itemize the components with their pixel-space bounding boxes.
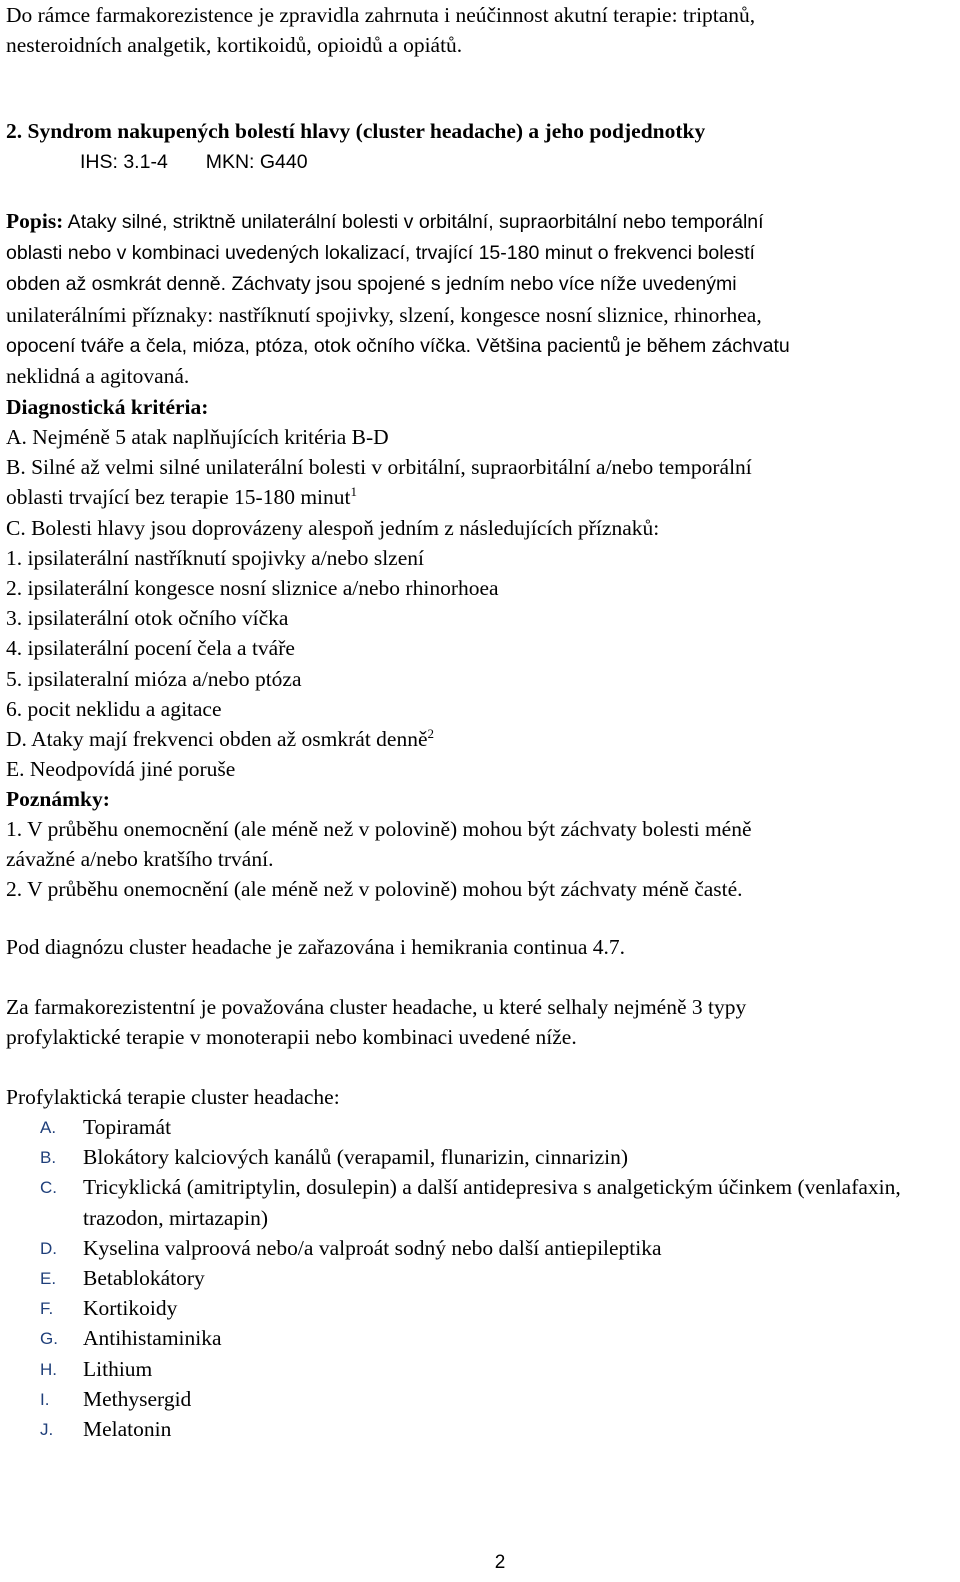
- item-letter: A.: [40, 1118, 57, 1137]
- item-text: Melatonin: [83, 1417, 172, 1442]
- therapy-item: [40, 1142, 960, 1172]
- criteria-block: [6, 422, 956, 784]
- item-text: Topiramát: [83, 1115, 172, 1139]
- criterion-a: A. Nejméně 5 atak naplňujících kritéria B-D: [6, 425, 389, 449]
- symptom-item: 2. ipsilaterální kongesce nosní sliznice a/nebo rhinorhoea: [6, 576, 499, 601]
- hemikrania-paragraph: Pod diagnózu cluster headache je zařazována i hemikrania continua 4.7.: [6, 935, 626, 959]
- criterion-b-line-2: oblasti trvající bez terapie 15-180 minut: [6, 485, 351, 510]
- criterion-e: E. Neodpovídá jiné poruše: [6, 757, 236, 782]
- notes-heading: Poznámky:: [6, 787, 110, 811]
- therapy-item: [40, 1384, 960, 1414]
- intro-paragraph: [6, 0, 956, 60]
- popis-label: Popis:: [6, 209, 64, 233]
- section-codes: IHS: 3.1-4 MKN: G440: [80, 151, 308, 173]
- popis-line-6: neklidná a agitovaná.: [6, 364, 190, 389]
- criterion-b-line-1: B. Silné až velmi silné unilaterální bolesti v orbitální, supraorbitální a/nebo temporální: [6, 455, 752, 480]
- popis-paragraph: [6, 206, 956, 391]
- popis-line-4: unilaterálními příznaky: nastříknutí spojivky, slzení, kongesce nosní sliznice, rhinorhea,: [6, 302, 762, 327]
- popis-line-3b: Záchvaty jsou spojené s jedním nebo více níže uvedenými: [226, 273, 737, 296]
- therapy-item: [40, 1293, 960, 1323]
- page-number: 2: [494, 1552, 506, 1573]
- farmakorezistence-paragraph: [6, 992, 956, 1052]
- criteria-heading: Diagnostická kritéria:: [6, 395, 209, 419]
- item-text: Kortikoidy: [83, 1296, 178, 1321]
- item-letter: E.: [40, 1269, 57, 1289]
- note-1-line-1: 1. V průběhu onemocnění (ale méně než v polovině) mohou být záchvaty bolesti méně: [6, 817, 752, 841]
- therapy-item: [40, 1263, 960, 1293]
- item-text: Blokátory kalciových kanálů (verapamil, flunarizin, cinnarizin): [83, 1145, 629, 1170]
- item-letter: B.: [40, 1148, 57, 1168]
- therapy-item: [40, 1414, 960, 1444]
- item-letter: I.: [40, 1389, 50, 1409]
- item-letter: F.: [40, 1299, 54, 1319]
- therapy-item: [40, 1172, 960, 1232]
- symptom-item: 4. ipsilaterální pocení čela a tváře: [6, 636, 295, 661]
- popis-line-2: oblasti nebo v kombinaci uvedených lokalizací, trvající 15-180 minut o frekvenci bolestí: [6, 242, 755, 265]
- farmako-line-2: profylaktické terapie v monoterapii nebo kombinaci uvedené níže.: [6, 1025, 577, 1050]
- symptom-item: 3. ipsilaterální otok očního víčka: [6, 606, 289, 631]
- section-heading: 2. Syndrom nakupených bolestí hlavy (cluster headache) a jeho podjednotky: [6, 119, 706, 143]
- therapy-item: [40, 1112, 960, 1142]
- popis-line-5: opocení tváře a čela, mióza, ptóza, otok očního víčka. Většina pacientů je během záchvatu: [6, 334, 790, 357]
- item-text: Kyselina valproová nebo/a valproát sodný nebo další antiepileptika: [83, 1235, 662, 1260]
- therapy-item: [40, 1323, 960, 1353]
- popis-line-1: Ataky silné, striktně unilaterální bolesti v orbitální, supraorbitální nebo temporální: [63, 211, 764, 233]
- therapy-list: [40, 1112, 960, 1444]
- criterion-c: C. Bolesti hlavy jsou doprovázeny alespoň jedním z následujících příznaků:: [6, 515, 660, 540]
- item-letter: J.: [40, 1420, 54, 1440]
- footnote-ref-1: 1: [350, 484, 357, 500]
- intro-line-2: nesteroidních analgetik, kortikoidů, opioidů a opiátů.: [6, 33, 463, 58]
- item-text: Methysergid: [83, 1386, 192, 1411]
- item-text: Lithium: [83, 1356, 153, 1381]
- symptom-item: 6. pocit neklidu a agitace: [6, 696, 222, 721]
- symptom-item: 1. ipsilaterální nastříknutí spojivky a/nebo slzení: [6, 545, 424, 570]
- farmako-line-1: Za farmakorezistentní je považována cluster headache, u které selhaly nejméně 3 typy: [6, 995, 747, 1019]
- item-letter: C.: [40, 1178, 57, 1198]
- therapy-item: [40, 1354, 960, 1384]
- footnote-ref-2: 2: [427, 725, 434, 741]
- notes-block: [6, 814, 956, 905]
- item-text: Antihistaminika: [83, 1326, 222, 1351]
- item-letter: D.: [40, 1238, 57, 1258]
- note-2: 2. V průběhu onemocnění (ale méně než v polovině) mohou být záchvaty méně časté.: [6, 877, 743, 902]
- popis-line-3a: obden až osmkrát denně.: [6, 273, 227, 296]
- item-text: Tricyklická (amitriptylin, dosulepin) a další antidepresiva s analgetickým účinkem (venlafaxin, trazodon, mirtazapin): [83, 1175, 901, 1230]
- item-text: Betablokátory: [83, 1266, 205, 1291]
- item-letter: H.: [40, 1359, 57, 1379]
- intro-line-1: Do rámce farmakorezistence je zpravidla zahrnuta i neúčinnost akutní terapie: triptanů,: [6, 3, 756, 27]
- criterion-d: D. Ataky mají frekvenci obden až osmkrát denně: [6, 727, 428, 752]
- therapy-heading: Profylaktická terapie cluster headache:: [6, 1085, 340, 1109]
- note-1-line-2: závažné a/nebo kratšího trvání.: [6, 847, 274, 872]
- therapy-item: [40, 1233, 960, 1263]
- item-letter: G.: [40, 1329, 58, 1349]
- symptom-item: 5. ipsilateralní mióza a/nebo ptóza: [6, 666, 302, 691]
